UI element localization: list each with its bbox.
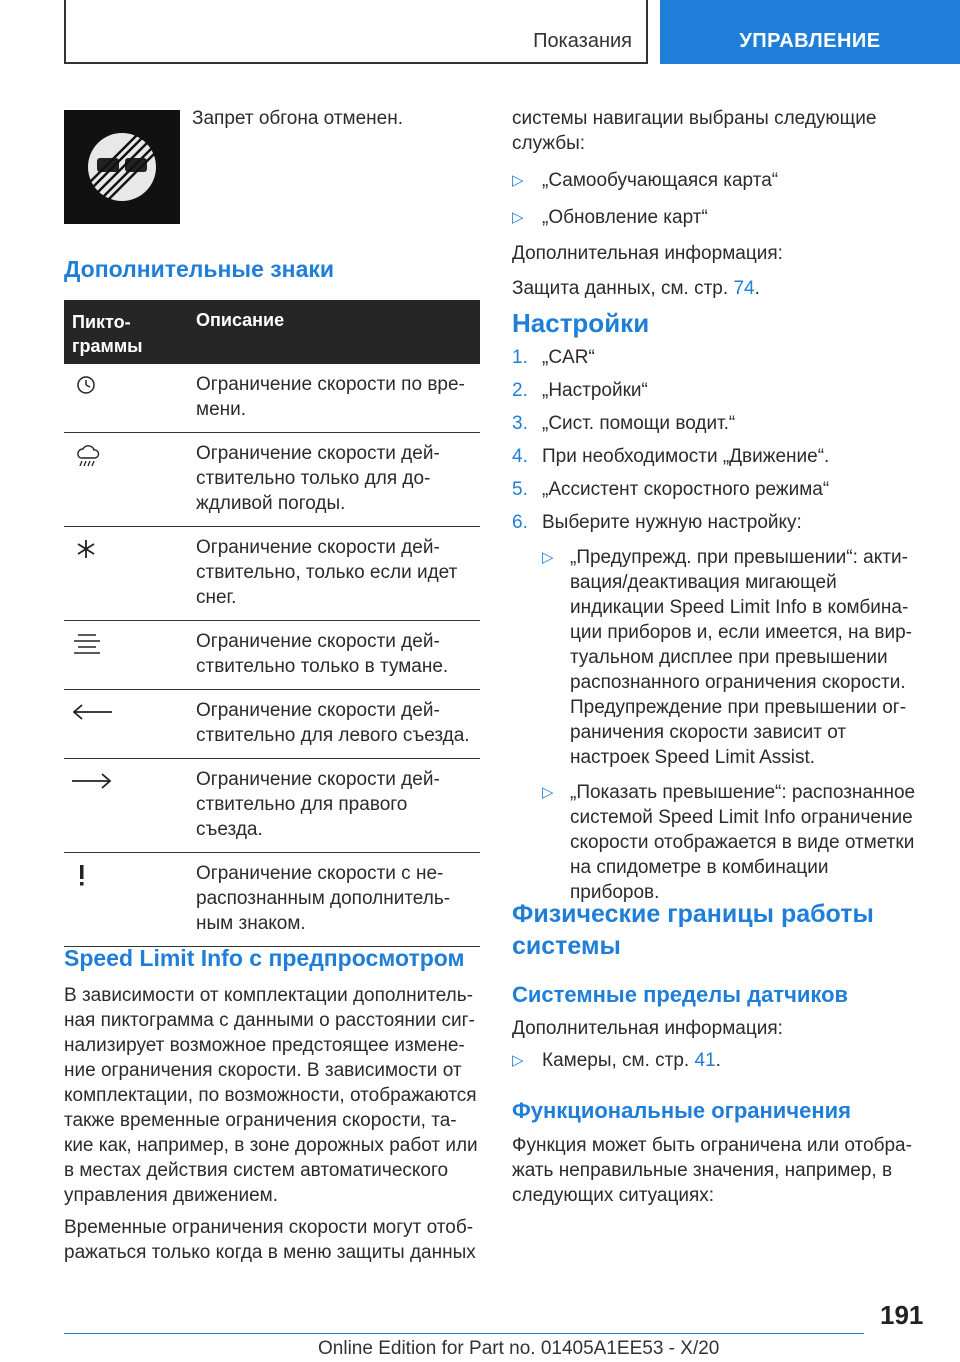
sensor-limits-title: Системные пределы датчиков	[512, 982, 849, 1007]
header-chapter-label: УПРАВЛЕНИЕ	[739, 29, 881, 52]
preview-paragraph-2: Временные ограничения скорости могут отоб- ражаться только когда в меню защиты данных	[64, 1217, 476, 1263]
step-number: 2.	[512, 380, 528, 401]
page-number: 191	[880, 1300, 924, 1330]
data-protection-ref: Защита данных, см. стр. 74.	[512, 278, 760, 299]
step-text: „CAR“	[542, 347, 595, 368]
arrow-right-icon	[70, 769, 110, 793]
row-text: Ограничение скорости дей- ствительно для правого съезда.	[196, 769, 440, 840]
step-number: 5.	[512, 479, 528, 500]
step-text: „Настройки“	[542, 380, 648, 401]
step-number: 4.	[512, 446, 528, 467]
table-row	[64, 364, 480, 433]
preview-title: Speed Limit Info с предпросмотром	[64, 945, 465, 971]
right-column	[512, 106, 922, 301]
list-item: ▷ „Самообучающаяся карта“	[512, 170, 779, 191]
rain-cloud-icon	[70, 443, 110, 467]
step-number: 1.	[512, 347, 528, 368]
extra-signs-table	[64, 300, 480, 947]
row-text: Ограничение скорости с не- распознанным дополнитель- ным знаком.	[196, 863, 451, 934]
footer-divider	[64, 1333, 864, 1334]
list-item: ▷ Камеры, см. стр. 41.	[512, 1050, 721, 1071]
list-item: ▷ „Обновление карт“	[512, 207, 708, 228]
col-pictogram-header: Пикто- граммы	[72, 312, 143, 356]
step-number: 3.	[512, 413, 528, 434]
row-text: Ограничение скорости дей- ствительно только в тумане.	[196, 631, 449, 677]
step-text: „Сист. помощи водит.“	[542, 413, 736, 434]
sign-caption: Запрет обгона отменен.	[192, 108, 403, 129]
cameras-ref: Камеры, см. стр.	[542, 1050, 690, 1071]
settings-steps	[512, 345, 922, 905]
row-text: Ограничение скорости дей- ствительно только для до- ждливой погоды.	[196, 443, 440, 514]
table-row	[64, 433, 480, 527]
sub-list-item: ▷ „Предупрежд. при превышении“: акти- вация/деактивация мигающей индикации Speed Limit Info в комбина- ции приборов и, если имеется, на вир- туальном дисплее при превышении распознанного ограничения скорости. Предупреждение при превышении ог- раничения скорости зависит от настроек Speed Limit Assist.	[542, 547, 912, 768]
step-item	[512, 477, 922, 502]
header-section-label: Показания	[533, 30, 632, 52]
step-item	[512, 411, 922, 436]
step-item	[512, 444, 922, 469]
step-item	[512, 510, 922, 535]
snowflake-icon	[70, 537, 110, 561]
table-row	[64, 621, 480, 690]
no-overtaking-end-sign-icon	[64, 110, 180, 224]
step-item	[512, 345, 922, 370]
physical-limits-title: Физические границы работы системы	[512, 900, 874, 960]
exclamation-icon	[70, 863, 110, 887]
step-item	[512, 378, 922, 403]
continued-text: системы навигации выбраны следующие службы:	[512, 108, 877, 154]
header-section-tab	[64, 0, 648, 64]
table-row	[64, 759, 480, 853]
extra-signs-title: Дополнительные знаки	[64, 256, 335, 282]
page-link-41[interactable]: 41	[694, 1050, 716, 1071]
more-info-label: Дополнительная информация:	[512, 243, 783, 264]
row-text: Ограничение скорости по вре- мени.	[196, 374, 465, 420]
table-row	[64, 527, 480, 621]
ref-text: Защита данных, см. стр.	[512, 278, 729, 299]
row-text: Ограничение скорости дей- ствительно для левого съезда.	[196, 700, 470, 746]
bullet-text: „Самообучающаяся карта“	[542, 170, 779, 191]
settings-title: Настройки	[512, 308, 650, 338]
sub-list-item: ▷ „Показать превышение“: распознанное системой Speed Limit Info ограничение скорости отображается в виде отметки на спидометре в комбинации приборов.	[542, 782, 916, 903]
functional-limits-text: Функция может быть ограничена или отобра- жать неправильные значения, например, в следующих ситуациях:	[512, 1135, 912, 1206]
step-number: 6.	[512, 512, 528, 533]
col-description-header: Описание	[196, 310, 285, 330]
table-row	[64, 853, 480, 947]
sub-text: „Показать превышение“: распознанное системой Speed Limit Info ограничение скорости отображается в виде отметки на спидометре в комбинации приборов.	[570, 782, 916, 903]
page-link-74[interactable]: 74	[733, 278, 755, 299]
table-header	[64, 300, 480, 364]
header-chapter-tab	[660, 0, 960, 64]
step-text: „Ассистент скоростного режима“	[542, 479, 830, 500]
step-text: Выберите нужную настройку:	[542, 512, 802, 533]
table-row	[64, 690, 480, 759]
sub-text: „Предупрежд. при превышении“: акти- вация/деактивация мигающей индикации Speed Limit Info в комбина- ции приборов и, если имеется, на вир- туальном дисплее при превышении распознанного ограничения скорости. Предупреждение при превышении ог- раничения скорости зависит от настроек Speed Limit Assist.	[570, 547, 912, 768]
bullet-text: „Обновление карт“	[542, 207, 708, 228]
row-text: Ограничение скорости дей- ствительно, только если идет снег.	[196, 537, 458, 608]
arrow-left-icon	[70, 700, 110, 724]
fog-icon	[70, 631, 110, 655]
step-text: При необходимости „Движение“.	[542, 446, 830, 467]
preview-paragraph-1: В зависимости от комплектации дополнитель- ная пиктограмма с данными о расстоянии сиг- нализирует возможное предстоящее измене- ние ограничения скорости. В зависимости от комплектации, по возможности, отображаются также временные ограничения скорости, та- кие как, например, в зоне дорожных работ или в местах действия систем автоматического управления движением.	[64, 985, 478, 1206]
clock-icon	[70, 374, 110, 398]
functional-limits-title: Функциональные ограничения	[512, 1098, 851, 1123]
footer-edition: Online Edition for Part no. 01405A1EE53 - X/20	[318, 1338, 720, 1359]
more-info-label-2: Дополнительная информация:	[512, 1018, 783, 1039]
